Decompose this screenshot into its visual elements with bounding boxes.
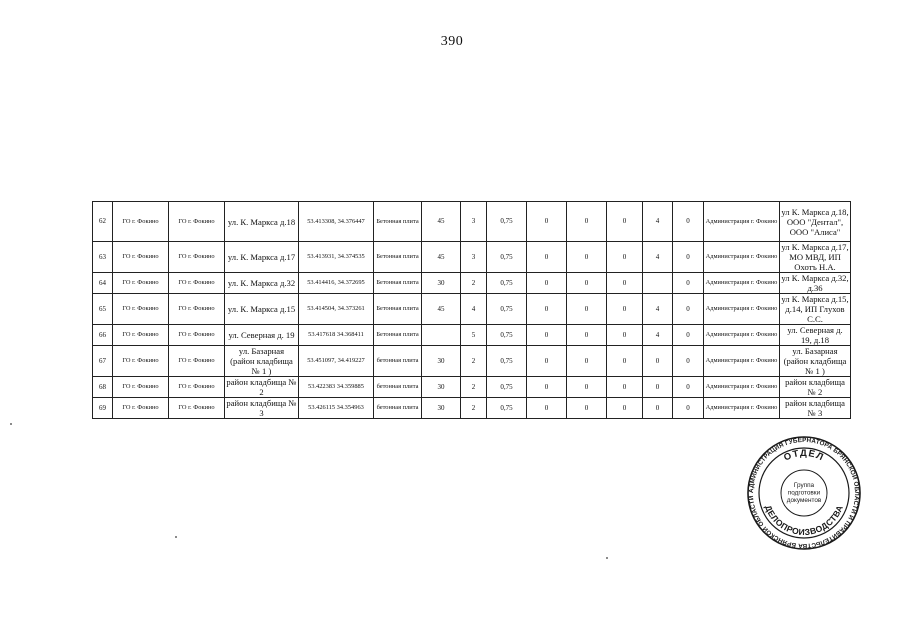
cell-volume: 0,75 [487,325,527,346]
cell-district: ГО г. Фокино [113,242,169,273]
cell-c14: 0 [673,377,704,398]
cell-c11: 0 [567,398,607,419]
cell-num: 64 [93,273,113,294]
cell-owner: Администрация г. Фокино [704,273,780,294]
cell-settlement: ГО г. Фокино [169,242,225,273]
cell-settlement: ГО г. Фокино [169,273,225,294]
cell-c11: 0 [567,346,607,377]
table-row [93,273,851,294]
cell-settlement: ГО г. Фокино [169,294,225,325]
cell-area: 30 [422,346,461,377]
cell-c11: 0 [567,325,607,346]
cell-surface: Бетонная плита [374,202,422,242]
cell-c12: 0 [607,325,643,346]
cell-c10: 0 [527,294,567,325]
table-row [93,398,851,419]
cell-surface: бетонная плита [374,377,422,398]
page-number: 390 [440,34,464,49]
cell-sources: ул. Базарная (район кладбища № 1 ) [780,346,851,377]
cell-c12: 0 [607,377,643,398]
cell-c12: 0 [607,346,643,377]
cell-c14: 0 [673,273,704,294]
cell-c12: 0 [607,398,643,419]
cell-district: ГО г. Фокино [113,377,169,398]
cell-coordinates: 53.417618 34.368411 [299,325,374,346]
cell-owner: Администрация г. Фокино [704,398,780,419]
cell-owner: Администрация г. Фокино [704,325,780,346]
scan-speck [10,423,12,425]
waste-sites-table [92,201,851,419]
cell-owner: Администрация г. Фокино [704,377,780,398]
cell-address: район кладбища № 2 [226,377,297,397]
cell-containers: 2 [461,273,487,294]
cell-volume: 0,75 [487,398,527,419]
cell-c13: 0 [643,377,673,398]
cell-area: 45 [422,242,461,273]
cell-address: ул. Базарная (район кладбища № 1 ) [225,346,299,377]
table-body [93,202,851,419]
cell-coordinates: 53.422383 34.359885 [299,377,374,398]
cell-containers: 4 [461,294,487,325]
cell-num: 65 [93,294,113,325]
table-row [93,377,851,398]
cell-district: ГО г. Фокино [113,325,169,346]
cell-c10: 0 [527,273,567,294]
cell-coordinates: 53.414416, 34.372695 [299,273,374,294]
cell-containers: 3 [461,242,487,273]
cell-containers: 5 [461,325,487,346]
table-row [93,325,851,346]
cell-c14: 0 [673,398,704,419]
cell-address: ул. Северная д. 19 [225,325,299,346]
cell-containers: 2 [461,377,487,398]
stamp-bottom-word: ДЕЛОПРОИЗВОДСТВА [763,503,845,538]
scan-speck [606,557,608,559]
cell-c10: 0 [527,242,567,273]
cell-coordinates: 53.414504, 34.373261 [299,294,374,325]
cell-coordinates: 53.451097, 34.419227 [299,346,374,377]
stamp-center-line-1: Группа [793,482,815,489]
cell-owner: Администрация г. Фокино [704,346,780,377]
department-stamp [747,436,861,550]
cell-num: 67 [93,346,113,377]
cell-containers: 2 [461,346,487,377]
cell-c13: 4 [643,242,673,273]
cell-c14: 0 [673,325,704,346]
cell-sources: район кладбища № 2 [780,377,851,398]
cell-c14: 0 [673,294,704,325]
cell-sources: район кладбища № 3 [780,398,851,419]
cell-owner: Администрация г. Фокино [704,242,780,273]
cell-address: ул. К. Маркса д.18 [225,202,299,242]
cell-c13: 4 [643,325,673,346]
scan-speck [175,536,177,538]
cell-c10: 0 [527,202,567,242]
cell-volume: 0,75 [487,294,527,325]
cell-address: район кладбища № 3 [226,398,297,418]
cell-area [422,325,461,346]
cell-surface: Бетонная плита [374,242,422,273]
cell-coordinates: 53.413931, 34.374535 [299,242,374,273]
cell-volume: 0,75 [487,242,527,273]
cell-sources: ул К. Маркса д.17, МО МВД, ИП Охотъ Н.А. [781,242,849,272]
cell-c13: 0 [643,346,673,377]
cell-containers: 3 [461,202,487,242]
table-row [93,346,851,377]
cell-c10: 0 [527,346,567,377]
cell-settlement: ГО г. Фокино [169,377,225,398]
table-row [93,202,851,242]
cell-c10: 0 [527,398,567,419]
cell-c10: 0 [527,325,567,346]
cell-c11: 0 [567,202,607,242]
cell-settlement: ГО г. Фокино [169,325,225,346]
cell-num: 63 [93,242,113,273]
cell-area: 30 [422,273,461,294]
cell-sources: ул. Северная д. 19, д.18 [780,325,851,346]
cell-address: ул. К. Маркса д.32 [225,273,299,294]
cell-settlement: ГО г. Фокино [169,398,225,419]
cell-c13: 0 [643,398,673,419]
cell-c13 [643,273,673,294]
cell-num: 62 [93,202,113,242]
stamp-center-line-3: документов [786,497,822,504]
cell-settlement: ГО г. Фокино [169,202,225,242]
cell-settlement: ГО г. Фокино [169,346,225,377]
cell-surface: Бетонная плита [374,294,422,325]
cell-c14: 0 [673,346,704,377]
cell-sources: ул К. Маркса д.18, ООО "Дентал", ООО "Алиса" [780,202,851,242]
cell-volume: 0,75 [487,202,527,242]
cell-volume: 0,75 [487,273,527,294]
cell-c10: 0 [527,377,567,398]
table-row [93,294,851,325]
cell-district: ГО г. Фокино [113,398,169,419]
cell-c12: 0 [607,202,643,242]
cell-c14: 0 [673,242,704,273]
cell-c11: 0 [567,294,607,325]
cell-containers: 2 [461,398,487,419]
table-row [93,242,851,273]
cell-district: ГО г. Фокино [113,273,169,294]
cell-c14: 0 [673,202,704,242]
cell-surface: бетонная плита [374,346,422,377]
cell-c11: 0 [567,242,607,273]
cell-c12: 0 [607,273,643,294]
cell-c13: 4 [643,202,673,242]
cell-volume: 0,75 [487,377,527,398]
cell-coordinates: 53.413308, 34.376447 [299,202,374,242]
stamp-top-word: ОТДЕЛ [782,447,826,464]
cell-c13: 4 [643,294,673,325]
cell-district: ГО г. Фокино [113,294,169,325]
cell-district: ГО г. Фокино [113,346,169,377]
cell-area: 30 [422,377,461,398]
cell-c11: 0 [567,273,607,294]
stamp-center-line-2: подготовки [787,489,821,497]
cell-area: 45 [422,294,461,325]
cell-num: 69 [93,398,113,419]
cell-surface: бетонная плита [374,398,422,419]
cell-address: ул. К. Маркса д.15 [225,294,299,325]
cell-num: 66 [93,325,113,346]
cell-sources: ул К. Маркса д.32, д.36 [781,273,849,293]
cell-coordinates: 53.426115 34.354963 [299,398,374,419]
cell-area: 45 [422,202,461,242]
cell-district: ГО г. Фокино [113,202,169,242]
cell-num: 68 [93,377,113,398]
cell-sources: ул К. Маркса д.15, д.14, ИП Глухов С.С. [781,294,849,324]
cell-address: ул. К. Маркса д.17 [225,242,299,273]
cell-owner: Администрация г. Фокино [704,202,780,242]
cell-c12: 0 [607,242,643,273]
cell-owner: Администрация г. Фокино [704,294,780,325]
cell-area: 30 [422,398,461,419]
cell-surface: Бетонная плита [374,325,422,346]
stamp-outer-text: АДМИНИСТРАЦИЯ ГУБЕРНАТОРА БРЯНСКОЙ ОБЛАСТИ И ПРАВИТЕЛЬСТВА БРЯНСКОЙ ОБЛАСТИ [747,436,861,550]
cell-c12: 0 [607,294,643,325]
cell-volume: 0,75 [487,346,527,377]
cell-surface: Бетонная плита [374,273,422,294]
cell-c11: 0 [567,377,607,398]
